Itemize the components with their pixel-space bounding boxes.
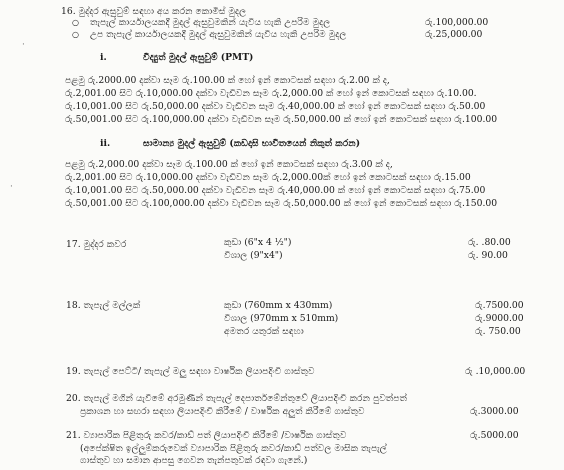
sec16-bullet-1-text: තැපැල් කාර්යාලයකදී මුදල් ඇසුවුමකින් යැවිය හැකි උපරිම මුදල [90, 17, 331, 28]
section-18-title: 18. තැපැල් මල්ලක් [66, 300, 141, 311]
section-21-line-3: ගාස්තුව හා සමාන ආපසු ගෙවන තැන්පතුවක් රඳවා ගැනේ.) [80, 455, 308, 466]
section-17-title: 17. මුද්දර කවර [66, 239, 127, 250]
sec18-small-label: කුඩා (760mm x 430mm) [224, 300, 333, 311]
subsection-i-number: i. [100, 52, 107, 63]
sec17-small-amount: රු. .80.00 [468, 237, 511, 248]
sec18-small-amount: රු.7500.00 [475, 300, 524, 311]
bullet-icon: ○ [72, 30, 79, 39]
sec20-amount: රු.3000.00 [470, 406, 519, 417]
sec21-amount: රු.5000.00 [470, 430, 519, 441]
section-21-line-2: (අපේක්ෂිත ඉල්ලුම්කරුවෙක් ව්‍යාපාරික පිළිතුරු කවර/කාඩ් පත්වල මාසික තැපැල් [80, 443, 387, 454]
sec18-extra-key-label: අමතර යතුරක් සඳහා [224, 326, 304, 337]
scan-speck: · [22, 40, 25, 50]
pmt-line-3: රු.10,001.00 සිට රු.50,000.00 දක්වා වැඩිවන සෑම රු.40,000.00 ක් හෝ ඉන් කොටසක් සඳහා රු.50.00 [65, 101, 486, 112]
paper-line-1: පළමු රු.2,000.00 දක්වා සෑම රු.100.00 ක් හෝ ඉන් කොටසක් සඳහා රු.3.00 ක් ද, [65, 159, 393, 170]
bullet-icon: ○ [72, 18, 79, 27]
section-19-title: 19. තැපැල් පෙට්ටි/ තැපැල් මලු සඳහා වාර්ෂික ලියාපදිංචි ගාස්තුව [66, 366, 315, 377]
sec18-large-label: විශාල (970mm x 510mm) [224, 313, 339, 324]
section-20-line-2: ප්‍රකාශන හා සඟරා සඳහා ලියාපදිංචි කිරීමේ / වාර්ෂික අලුත් කිරීමේ ගාස්තුව [80, 406, 365, 417]
sec17-large-label: විශාල (9"x4") [224, 250, 283, 261]
sec19-amount: රු .10,000.00 [465, 366, 526, 377]
subsection-i-title: විද්‍යුත් මුදල් ඇසුවුම් (PMT) [143, 52, 254, 63]
sec17-large-amount: රු. 90.00 [468, 250, 508, 261]
sec16-bullet-1-amount: රු.100,000.00 [425, 17, 489, 28]
section-21-line-1: 21. ව්‍යාපාරික පිළිතුරු කවර/කාඩ් පත් ලියාපදිංචි කිරීමේ /වාර්ෂික ගාස්තුව [66, 430, 347, 441]
scan-speck: · [10, 182, 13, 192]
paper-line-3: රු.10,001.00 සිට රු.50,000.00 දක්වා වැඩිවන සෑම රු.40,000.00 ක් හෝ ඉන් කොටසක් සඳහා රු.75.00 [65, 185, 486, 196]
pmt-line-2: රු.2,001.00 සිට රු.10,000.00 දක්වා වැඩිවන සෑම රු.2,000.00 ක් හෝ ඉන් කොටසක් සඳහා රු.10.00. [65, 88, 477, 99]
sec16-bullet-2-amount: රු.25,000.00 [425, 29, 483, 40]
paper-line-2: රු.2,001.00 සිට රු.10,000.00 දක්වා වැඩිවන සෑම රු.2,000.00ක් හෝ ඉන් කොටසක් සඳහා රු.15.00 [65, 172, 471, 183]
subsection-ii-number: ii. [100, 138, 111, 149]
pmt-line-1: පළමු රු.2000.00 දක්වා සෑම රු.100.00 ක් හෝ ඉන් කොටසක් සඳහා රු.2.00 ක් ද, [65, 75, 390, 86]
pmt-line-4: රු.50,001.00 සිට රු.100,000.00 දක්වා වැඩිවන සෑම රු.50,000.00 ක් හෝ ඉන් කොටසක් සඳහා රු.100.00 [65, 114, 498, 125]
sec18-large-amount: රු.9000.00 [475, 313, 524, 324]
section-20-line-1: 20. තැපැල් මගින් යැවීමේ අරමුණින් තැපැල් දෙපාර්තමේන්තුවේ ලියාපදිංචි කරන පුවත්පත් [66, 393, 407, 404]
subsection-ii-title: සාමාන්‍ය මුදල් ඇසුවුම් (කඩදාසි භාවිතයෙන් නිකුත් කරන) [143, 138, 361, 149]
sec16-bullet-2-text: උප තැපැල් කාර්යාලයකදී මුදල් ඇසුවුමකින් යැවිය හැකි උපරිම මුදල [90, 29, 347, 40]
section-16-title: 16. මුද්දර ඇසුවුම් සඳහා අය කරන කොමිස් මුදල [61, 6, 247, 17]
sec17-small-label: කුඩා (6"x 4 ½") [224, 237, 292, 248]
sec18-extra-key-amount: රු. 750.00 [475, 326, 521, 337]
paper-line-4: රු.50,001.00 සිට රු.100,000.00 දක්වා වැඩිවන සෑම රු.50,000.00 ක් හෝ ඉන් කොටසක් සඳහා රු.150.00 [65, 198, 498, 209]
